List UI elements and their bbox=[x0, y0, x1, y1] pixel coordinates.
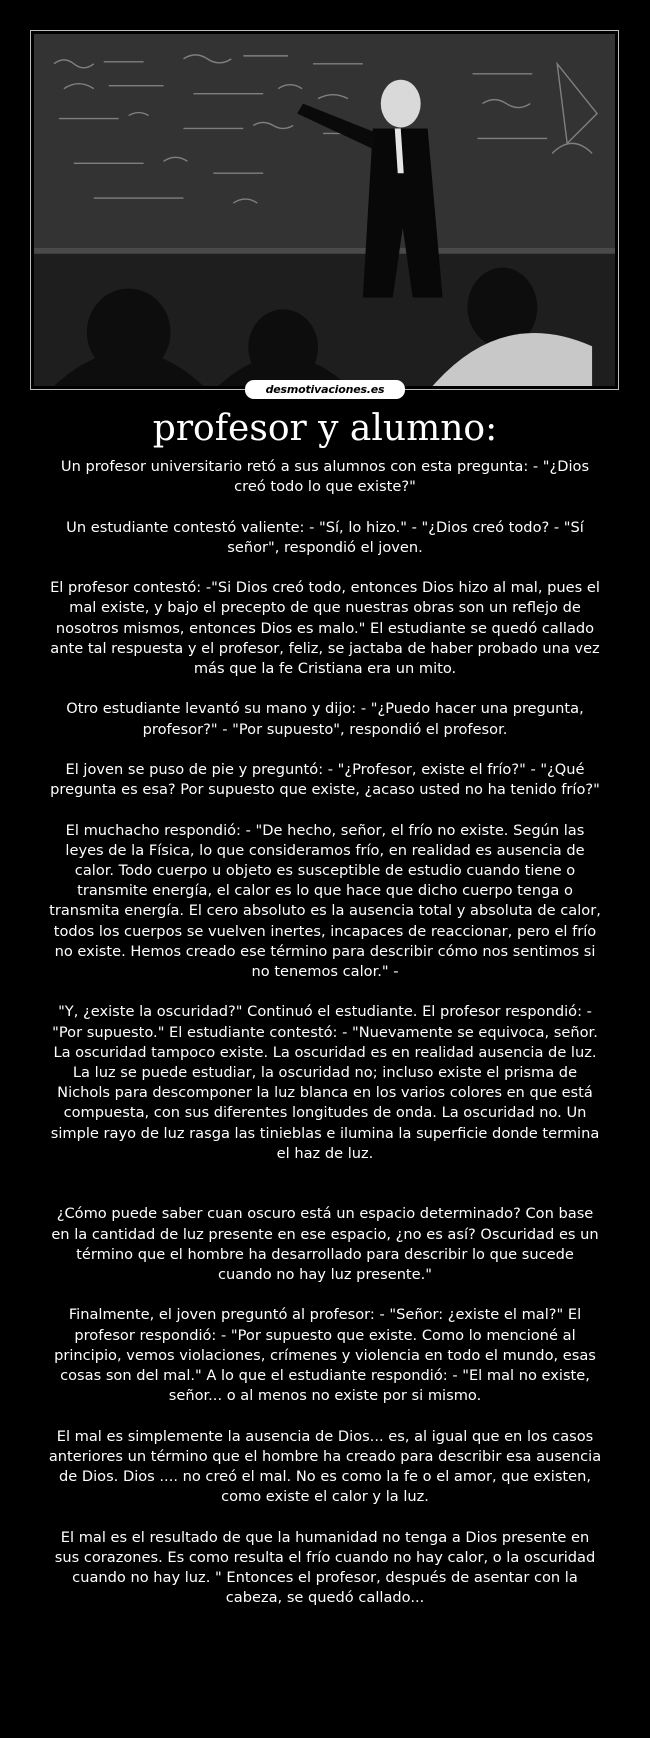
classroom-photo bbox=[34, 34, 615, 386]
paragraph: Finalmente, el joven preguntó al profesor: - "Señor: ¿existe el mal?" El profesor respondió: - "Por supuesto que existe. Como lo mencioné al principio, vemos violaciones, crímenes y violencia en todo el mundo, esas cosas son del mal." A lo que el estudiante respondió: - "El mal no existe, señor... o al menos no existe por si mismo. bbox=[54, 1306, 596, 1405]
paragraph: El muchacho respondió: - "De hecho, señor, el frío no existe. Según las leyes de la Física, lo que consideramos frío, en realidad es ausencia de calor. Todo cuerpo u objeto es susceptible de estudio cuando tiene o transmite energía, el calor es lo que hace que dicho cuerpo tenga o transmita energía. El cero absoluto es la ausencia total y absoluta de calor, todos los cuerpos se vuelven inertes, incapaces de reaccionar, pero el frío no existe. Hemos creado ese término para describir cómo nos sentimos si no tenemos calor." - bbox=[49, 821, 601, 980]
paragraph: El profesor contestó: -"Si Dios creó todo, entonces Dios hizo al mal, pues el mal existe, y bajo el precepto de que nuestras obras son un reflejo de nosotros mismos, entonces Dios es malo." El estudiante se quedó callado ante tal respuesta y el profesor, feliz, se jactaba de haber probado una vez más que la fe Cristiana era un mito. bbox=[50, 579, 600, 677]
paragraph: Un estudiante contestó valiente: - "Sí, lo hizo." - "¿Dios creó todo? - "Sí señor", respondió el joven. bbox=[66, 518, 584, 556]
poster-title: profesor y alumno: bbox=[152, 408, 498, 449]
poster-body bbox=[48, 457, 602, 1629]
paragraph: "Y, ¿existe la oscuridad?" Continuó el estudiante. El profesor respondió: - "Por supuesto." El estudiante contestó: - "Nuevamente se equivoca, señor. La oscuridad tampoco existe. La oscuridad es en realidad ausencia de luz. La luz se puede estudiar, la oscuridad no; incluso existe el prisma de Nichols para descomponer la luz blanca en los varios colores en que está compuesta, con sus diferentes longitudes de onda. La oscuridad no. Un simple rayo de luz rasga las tinieblas e ilumina la superficie donde termina el haz de luz. bbox=[50, 1003, 600, 1162]
paragraph: El mal es simplemente la ausencia de Dios... es, al igual que en los casos anteriores un término que el hombre ha creado para describir esa ausencia de Dios. Dios .... no creó el mal. No es como la fe o el amor, que existen, como existe el calor y la luz. bbox=[48, 1427, 602, 1506]
paragraph: Un profesor universitario retó a sus alumnos con esta pregunta: - "¿Dios creó todo lo que existe?" bbox=[60, 458, 590, 496]
paragraph: El joven se puso de pie y preguntó: - "¿Profesor, existe el frío?" - "¿Qué pregunta es esa? Por supuesto que existe, ¿acaso usted no ha tenido frío?" bbox=[50, 760, 600, 799]
professor-at-blackboard-image bbox=[34, 34, 615, 386]
site-watermark: desmotivaciones.es bbox=[245, 380, 405, 399]
photo-frame bbox=[30, 30, 619, 390]
paragraph: Otro estudiante levantó su mano y dijo: - "¿Puedo hacer una pregunta, profesor?" - "Por supuesto", respondió el profesor. bbox=[66, 700, 584, 738]
paragraph: El mal es el resultado de que la humanidad no tenga a Dios presente en sus corazones. Es como resulta el frío cuando no hay calor, o la oscuridad cuando no hay luz. " Entonces el profesor, después de asentar con la cabeza, se quedó callado... bbox=[54, 1528, 596, 1607]
paragraph: ¿Cómo puede saber cuan oscuro está un espacio determinado? Con base en la cantidad de luz presente en ese espacio, ¿no es así? Oscuridad es un término que el hombre ha desarrollado para describir lo que sucede cuando no hay luz presente." bbox=[51, 1205, 599, 1284]
